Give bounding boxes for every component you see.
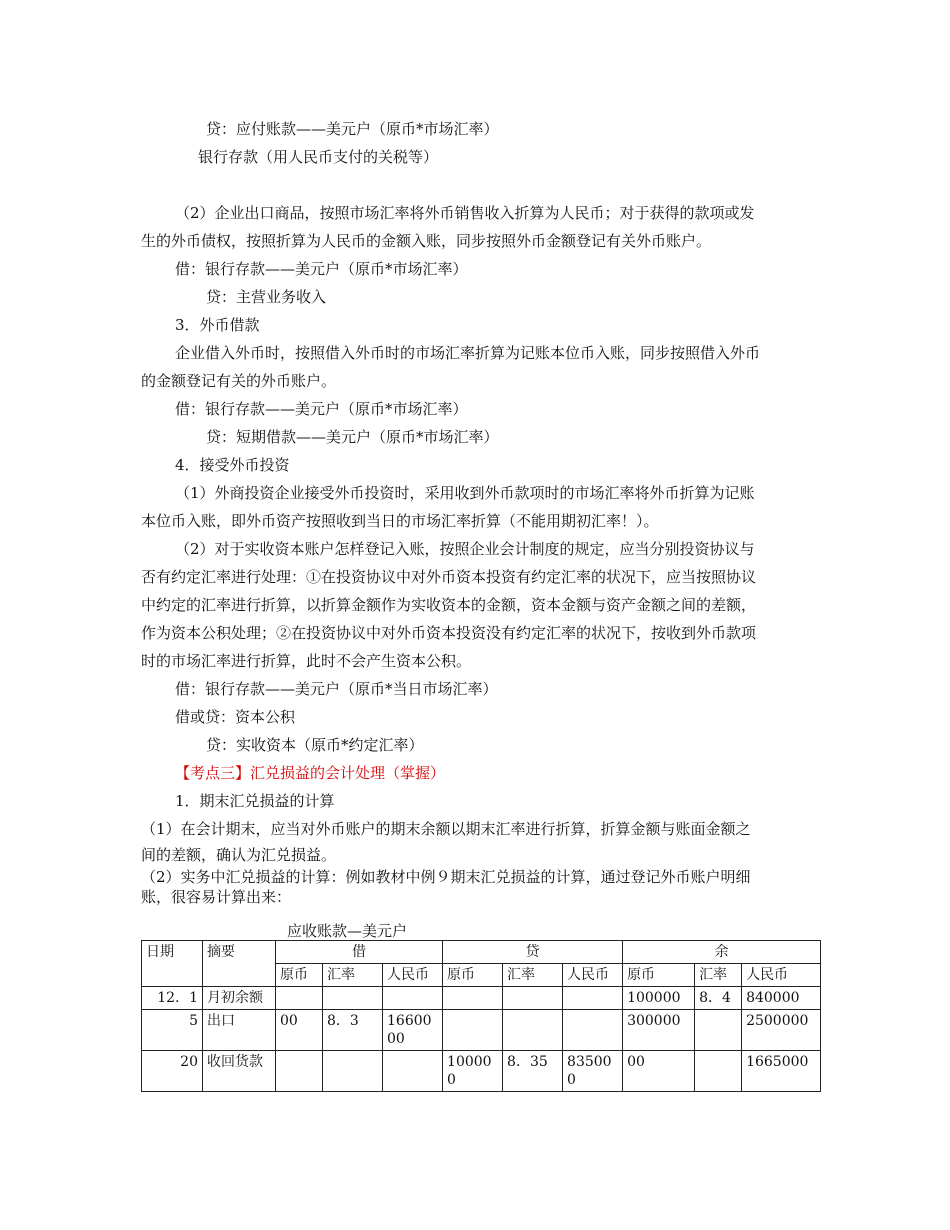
section-heading: 4．接受外币投资 [175,456,290,474]
header-orig: 原币 [443,964,503,987]
cell-balance-rate [695,1051,742,1092]
table-header-row [142,941,821,964]
cell-debit-rate [323,987,383,1010]
header-rate: 汇率 [323,964,383,987]
cell-balance-rmb: 2500000 [742,1010,821,1051]
section-heading: 1．期末汇兑损益的计算 [175,792,335,810]
cell-debit-rate: 8．3 [323,1010,383,1051]
header-rmb: 人民币 [742,964,821,987]
cell-debit-orig: 00 [276,1010,323,1051]
cell-debit-rmb [383,987,443,1010]
text-line: 贷：主营业务收入 [206,288,327,306]
header-balance: 余 [623,941,821,964]
header-credit: 贷 [443,941,623,964]
cell-debit-rmb: 1660000 [383,1010,443,1051]
text-line: 贷：短期借款——美元户（原币*市场汇率） [206,428,499,446]
cell-credit-orig [443,987,503,1010]
text-line: 贷：实收资本（原币*约定汇率） [206,736,424,754]
cell-credit-rmb [563,1010,623,1051]
table-row [142,987,821,1010]
cell-balance-orig: 300000 [623,1010,695,1051]
cell-balance-rmb: 840000 [742,987,821,1010]
cell-debit-orig [276,1051,323,1092]
header-debit: 借 [276,941,443,964]
header-rate: 汇率 [695,964,742,987]
header-rmb: 人民币 [383,964,443,987]
cell-balance-rate: 8．4 [695,987,742,1010]
text-line: 否有约定汇率进行处理：①在投资协议中对外币资本投资有约定汇率的状况下，应当按照协议 [141,568,757,586]
cell-date: 20 [142,1051,203,1092]
cell-credit-orig: 100000 [443,1051,503,1092]
header-orig: 原币 [276,964,323,987]
text-line: 借：银行存款——美元户（原币*市场汇率） [175,400,468,418]
text-line: 借或贷：资本公积 [175,708,296,726]
text-line: 借：银行存款——美元户（原币*市场汇率） [175,260,468,278]
table-row [142,1051,821,1092]
text-line: （1）在会计期末，应当对外币账户的期末余额以期末汇率进行折算，折算金额与账面金额之 [141,820,751,838]
section-heading: 3．外币借款 [175,316,260,334]
cell-balance-rate [695,1010,742,1051]
cell-date: 12．1 [142,987,203,1010]
cell-credit-rate [503,987,563,1010]
text-line: 本位币入账，即外币资产按照收到当日的市场汇率折算（不能用期初汇率！）。 [141,512,659,530]
cell-credit-rate [503,1010,563,1051]
header-rate: 汇率 [503,964,563,987]
cell-balance-rmb: 1665000 [742,1051,821,1092]
text-line: 的金额登记有关的外币账户。 [141,372,337,390]
header-rmb: 人民币 [563,964,623,987]
text-line: 借：银行存款——美元户（原币*当日市场汇率） [175,680,498,698]
header-date: 日期 [142,941,203,987]
text-line: 贷：应付账款——美元户（原币*市场汇率） [206,120,499,138]
text-line: 时的市场汇率进行折算，此时不会产生资本公积。 [141,652,472,670]
text-line: 银行存款（用人民币支付的关税等） [198,148,439,166]
cell-summary: 出口 [203,1010,276,1051]
text-line: 账，很容易计算出来： [141,888,292,906]
cell-credit-rmb [563,987,623,1010]
cell-credit-rate: 8．35 [503,1051,563,1092]
text-line: 间的差额，确认为汇兑损益。 [141,846,337,864]
text-line: （2）企业出口商品，按照市场汇率将外币销售收入折算为人民币；对于获得的款项或发 [175,204,755,222]
text-line: 企业借入外币时，按照借入外币时的市场汇率折算为记账本位币入账，同步按照借入外币 [175,344,761,362]
exam-point-heading: 【考点三】汇兑损益的会计处理（掌握） [175,764,446,782]
text-line: （2）对于实收资本账户怎样登记入账，按照企业会计制度的规定，应当分别投资协议与 [175,540,755,558]
cell-debit-rate [323,1051,383,1092]
cell-credit-rmb: 835000 [563,1051,623,1092]
cell-date: 5 [142,1010,203,1051]
header-summary: 摘要 [203,941,276,987]
cell-debit-orig [276,987,323,1010]
cell-debit-rmb [383,1051,443,1092]
table-row [142,1010,821,1051]
ledger-table [141,940,821,1092]
cell-credit-orig [443,1010,503,1051]
cell-balance-orig: 00 [623,1051,695,1092]
cell-summary: 收回货款 [203,1051,276,1092]
cell-balance-orig: 100000 [623,987,695,1010]
text-line: 作为资本公积处理；②在投资协议中对外币资本投资没有约定汇率的状况下，按收到外币款项 [141,624,757,642]
text-line: 中约定的汇率进行折算，以折算金额作为实收资本的金额，资本金额与资产金额之间的差额， [141,596,757,614]
header-orig: 原币 [623,964,695,987]
text-line: （1）外商投资企业接受外币投资时，采用收到外币款项时的市场汇率将外币折算为记账 [175,484,755,502]
table-caption: 应收账款—美元户 [287,922,408,940]
text-line: 生的外币债权，按照折算为人民币的金额入账，同步按照外币金额登记有关外币账户。 [141,232,712,250]
text-line: （2）实务中汇兑损益的计算：例如教材中例９期末汇兑损益的计算，通过登记外币账户明细 [141,868,751,886]
cell-summary: 月初余额 [203,987,276,1010]
